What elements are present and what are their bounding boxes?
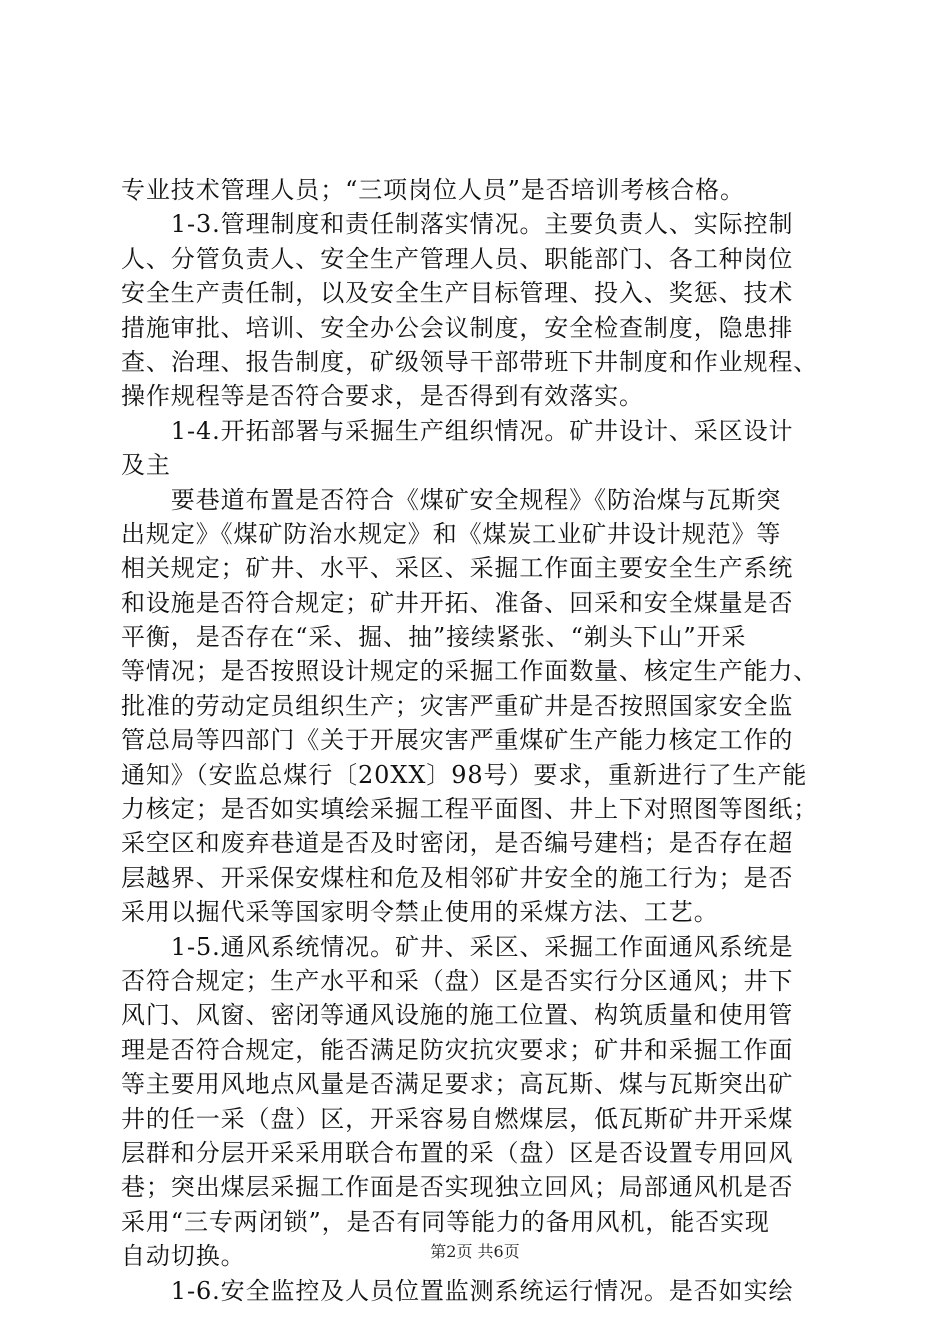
text-line: 层越界、开采保安煤柱和危及相邻矿井安全的施工行为；是否	[121, 863, 794, 892]
text-line: 等情况；是否按照设计规定的采掘工作面数量、核定生产能力、	[121, 657, 819, 686]
text-line: 井的任一采（盘）区，开采容易自燃煤层，低瓦斯矿井开采煤	[121, 1104, 794, 1133]
text-line: 要巷道布置是否符合《煤矿安全规程》《防治煤与瓦斯突	[121, 485, 782, 514]
text-line: 操作规程等是否符合要求，是否得到有效落实。	[121, 382, 644, 411]
text-line: 风门、风窗、密闭等通风设施的施工位置、构筑质量和使用管	[121, 1001, 794, 1030]
text-line: 批准的劳动定员组织生产；灾害严重矿井是否按照国家安全监	[121, 691, 794, 720]
text-line: 巷；突出煤层采掘工作面是否实现独立回风；局部通风机是否	[121, 1173, 794, 1202]
text-line: 1-5.通风系统情况。矿井、采区、采掘工作面通风系统是	[121, 932, 794, 961]
text-line: 1-3.管理制度和责任制落实情况。主要负责人、实际控制	[121, 210, 794, 239]
text-line: 层群和分层开采采用联合布置的采（盘）区是否设置专用回风	[121, 1138, 794, 1167]
text-line: 采空区和废弃巷道是否及时密闭，是否编号建档；是否存在超	[121, 829, 794, 858]
text-line: 等主要用风地点风量是否满足要求；高瓦斯、煤与瓦斯突出矿	[121, 1070, 794, 1099]
text-line: 平衡，是否存在“采、掘、抽”接续紧张、“剃头下山”开采	[121, 623, 747, 652]
page-footer: 第2页 共6页	[430, 1242, 520, 1261]
text-line: 自动切换。	[121, 1242, 246, 1271]
text-line: 及主	[121, 451, 171, 480]
text-line: 人、分管负责人、安全生产管理人员、职能部门、各工种岗位	[121, 244, 794, 273]
text-line: 安全生产责任制，以及安全生产目标管理、投入、奖惩、技术	[121, 279, 794, 308]
text-line: 和设施是否符合规定；矿井开拓、准备、回采和安全煤量是否	[121, 588, 794, 617]
document-body	[121, 173, 861, 1308]
text-line: 管总局等四部门《关于开展灾害严重煤矿生产能力核定工作的	[121, 726, 794, 755]
text-line: 出规定》《煤矿防治水规定》和《煤炭工业矿井设计规范》等	[121, 519, 782, 548]
text-line: 1-6.安全监控及人员位置监测系统运行情况。是否如实绘	[121, 1276, 794, 1305]
text-line: 措施审批、培训、安全办公会议制度，安全检查制度，隐患排	[121, 313, 794, 342]
text-line: 查、治理、报告制度，矿级领导干部带班下井制度和作业规程、	[121, 347, 819, 376]
text-line: 1-4.开拓部署与采掘生产组织情况。矿井设计、采区设计	[121, 416, 794, 445]
text-line: 专业技术管理人员；“三项岗位人员”是否培训考核合格。	[121, 176, 745, 204]
text-line: 采用“三专两闭锁”，是否有同等能力的备用风机，能否实现	[121, 1207, 770, 1236]
text-line: 理是否符合规定，能否满足防灾抗灾要求；矿井和采掘工作面	[121, 1035, 794, 1064]
text-line: 力核定；是否如实填绘采掘工程平面图、井上下对照图等图纸；	[121, 795, 819, 824]
text-line: 采用以掘代采等国家明令禁止使用的采煤方法、工艺。	[121, 898, 719, 927]
text-line: 相关规定；矿井、水平、采区、采掘工作面主要安全生产系统	[121, 554, 794, 583]
text-line: 否符合规定；生产水平和采（盘）区是否实行分区通风；井下	[121, 966, 794, 995]
text-line: 通知》（安监总煤行〔20XX〕98号）要求，重新进行了生产能	[121, 760, 808, 789]
